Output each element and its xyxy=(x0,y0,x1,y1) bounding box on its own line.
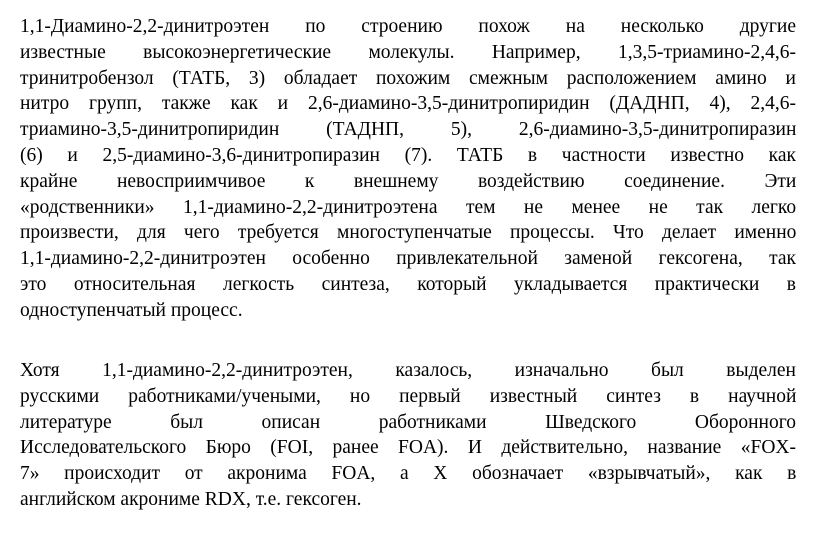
text-line: английском акрониме RDX, т.е. гексоген. xyxy=(20,488,362,510)
text-line: русскими работниками/учеными, но первый известный синтез в научной xyxy=(20,385,797,407)
text-line: нитро групп, также как и 2,6-диамино-3,5-динитропиридин (ДАДНП, 4), 2,4,6- xyxy=(20,93,796,115)
text-line: известные высокоэнергетические молекулы. Например, 1,3,5-триамино-2,4,6- xyxy=(20,41,796,63)
text-line: одноступенчатый процесс. xyxy=(20,299,243,321)
text-line: это относительная легкость синтеза, который укладывается практически в xyxy=(20,273,796,295)
text-line: тринитробензол (ТАТБ, 3) обладает похожим смежным расположением амино и xyxy=(20,67,796,89)
text-line: произвести, для чего требуется многоступенчатые процессы. Что делает именно xyxy=(20,222,797,244)
text-line: 7» происходит от акронима FOA, а Х обозначает «взрывчатый», как в xyxy=(20,463,797,485)
text-line: «родственники» 1,1-диамино-2,2-динитроэтена тем не менее не так легко xyxy=(20,196,797,218)
text-line: триамино-3,5-динитропиридин (ТАДНП, 5), 2,6-диамино-3,5-динитропиразин xyxy=(20,119,797,141)
text-line: (6) и 2,5-диамино-3,6-динитропиразин (7). ТАТБ в частности известно как xyxy=(20,144,796,166)
text-line: Хотя 1,1-диамино-2,2-динитроэтен, казалось, изначально был выделен xyxy=(20,360,796,381)
text-line: литературе был описан работниками Шведского Оборонного xyxy=(20,411,796,433)
text-line: крайне невосприимчивое к внешнему воздействию соединение. Эти xyxy=(20,170,797,192)
paragraph-2 xyxy=(20,358,796,513)
text-line: 1,1-Диамино-2,2-динитроэтен по строению похож на несколько другие xyxy=(20,16,796,37)
paragraph-1 xyxy=(20,14,796,324)
text-line: Исследовательского Бюро (FOI, ранее FOA). И действительно, название «FOX- xyxy=(20,437,796,459)
text-line: 1,1-диамино-2,2-динитроэтен особенно привлекательной заменой гексогена, так xyxy=(20,248,796,270)
